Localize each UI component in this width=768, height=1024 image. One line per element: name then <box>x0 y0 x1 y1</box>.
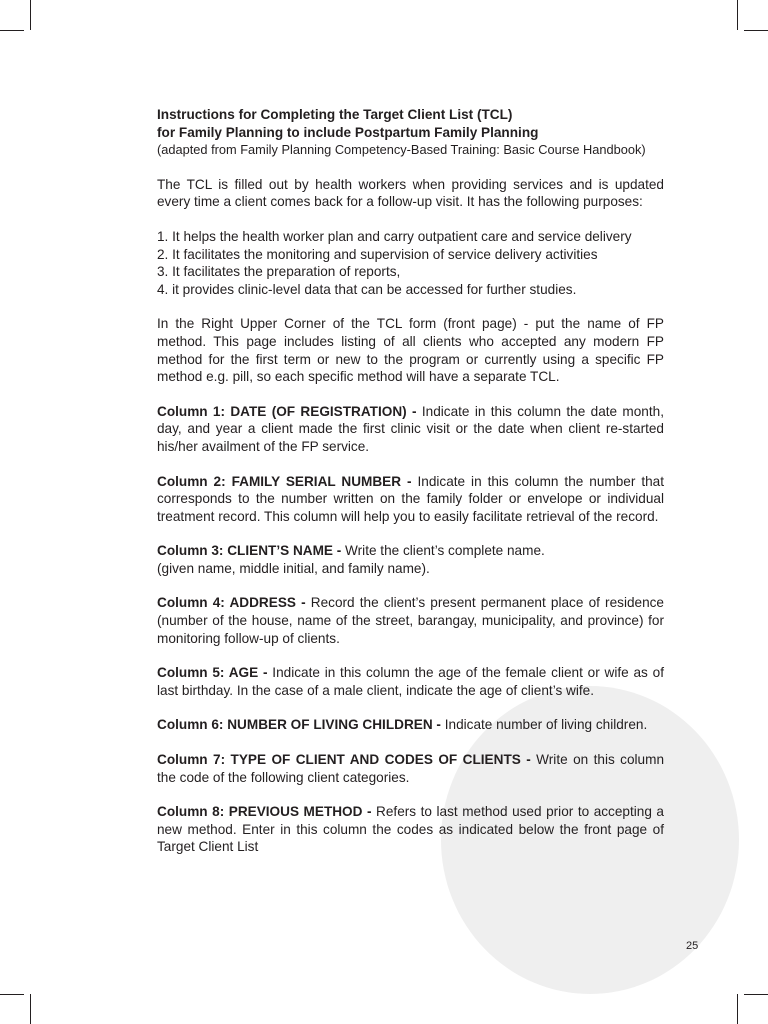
column-5-text: Indicate in this column the age of the female client or wife as of last birthday. In the case of a male client, indicate the age of client’s wife. <box>157 665 664 698</box>
list-item: 3. It facilitates the preparation of reports, <box>157 264 401 280</box>
column-4-label: Column 4: ADDRESS - <box>157 595 306 611</box>
document-subtitle: (adapted from Family Planning Competency-Based Training: Basic Course Handbook) <box>157 142 646 158</box>
column-1-text: Indicate in this column the date month, day, and year a client made the first clinic visit or the date when client re-started his/her availment of the FP service. <box>157 403 664 454</box>
column-3-label: Column 3: CLIENT’S NAME - <box>157 543 342 559</box>
column-2-paragraph <box>157 473 664 526</box>
column-7-text: Write on this column the code of the following client categories. <box>157 752 665 785</box>
column-5-paragraph <box>157 664 664 699</box>
column-8-text: Refers to last method used prior to accepting a new method. Enter in this column the codes as indicated below the front page of Target Client List <box>157 804 664 855</box>
page-number: 25 <box>686 940 699 952</box>
crop-mark-bottom-left-vertical <box>30 994 31 1024</box>
column-8-paragraph <box>157 803 664 856</box>
crop-mark-bottom-right-horizontal <box>744 994 768 995</box>
document-body <box>157 106 664 856</box>
document-title-line-1: Instructions for Completing the Target Client List (TCL) <box>157 107 513 122</box>
column-6-label: Column 6: NUMBER OF LIVING CHILDREN - <box>157 717 441 733</box>
column-6-text: Indicate number of living children. <box>440 717 648 733</box>
column-5-label: Column 5: AGE - <box>157 665 268 681</box>
column-4-paragraph <box>157 594 664 647</box>
column-2-text: Indicate in this column the number that corresponds to the number written on the family folder or envelope or individual treatment record. This column will help you to easily facilitate retrieval of the record. <box>157 473 664 524</box>
intro-paragraph: The TCL is filled out by health workers when providing services and is updated every time a client comes back for a follow-up visit. It has the following purposes: <box>157 176 664 210</box>
column-3-paragraph-continued: (given name, middle initial, and family name). <box>157 560 430 576</box>
crop-mark-top-left-horizontal <box>0 30 24 31</box>
right-corner-paragraph: In the Right Upper Corner of the TCL form (front page) - put the name of FP method. This page includes listing of all clients who accepted any modern FP method for the first term or new to the program or currently using a specific FP method e.g. pill, so each specific method will have a separate TCL. <box>157 316 664 385</box>
column-1-label: Column 1: DATE (OF REGISTRATION) - <box>157 403 417 419</box>
document-title-line-2: for Family Planning to include Postpartum Family Planning <box>157 124 539 140</box>
list-item: 2. It facilitates the monitoring and supervision of service delivery activities <box>157 246 598 262</box>
crop-mark-bottom-right-vertical <box>737 994 738 1024</box>
column-2-label: Column 2: FAMILY SERIAL NUMBER - <box>157 473 412 489</box>
column-6-paragraph <box>157 716 664 734</box>
column-3-text: Write the client’s complete name. <box>341 543 545 559</box>
crop-mark-top-right-vertical <box>737 0 738 30</box>
column-3-paragraph <box>157 542 664 560</box>
crop-mark-bottom-left-horizontal <box>0 994 24 995</box>
list-item: 1. It helps the health worker plan and carry outpatient care and service delivery <box>157 228 632 244</box>
column-4-text: Record the client’s present permanent place of residence (number of the house, name of the street, barangay, municipality, and province) for monitoring follow-up of clients. <box>157 595 664 646</box>
crop-mark-top-right-horizontal <box>744 30 768 31</box>
column-7-label: Column 7: TYPE OF CLIENT AND CODES OF CLIENTS - <box>157 752 531 768</box>
column-1-paragraph <box>157 403 664 456</box>
purposes-list <box>157 228 664 298</box>
list-item: 4. it provides clinic-level data that can be accessed for further studies. <box>157 281 577 297</box>
column-7-paragraph <box>157 751 664 786</box>
crop-mark-top-left-vertical <box>30 0 31 30</box>
column-8-label: Column 8: PREVIOUS METHOD - <box>157 804 372 820</box>
